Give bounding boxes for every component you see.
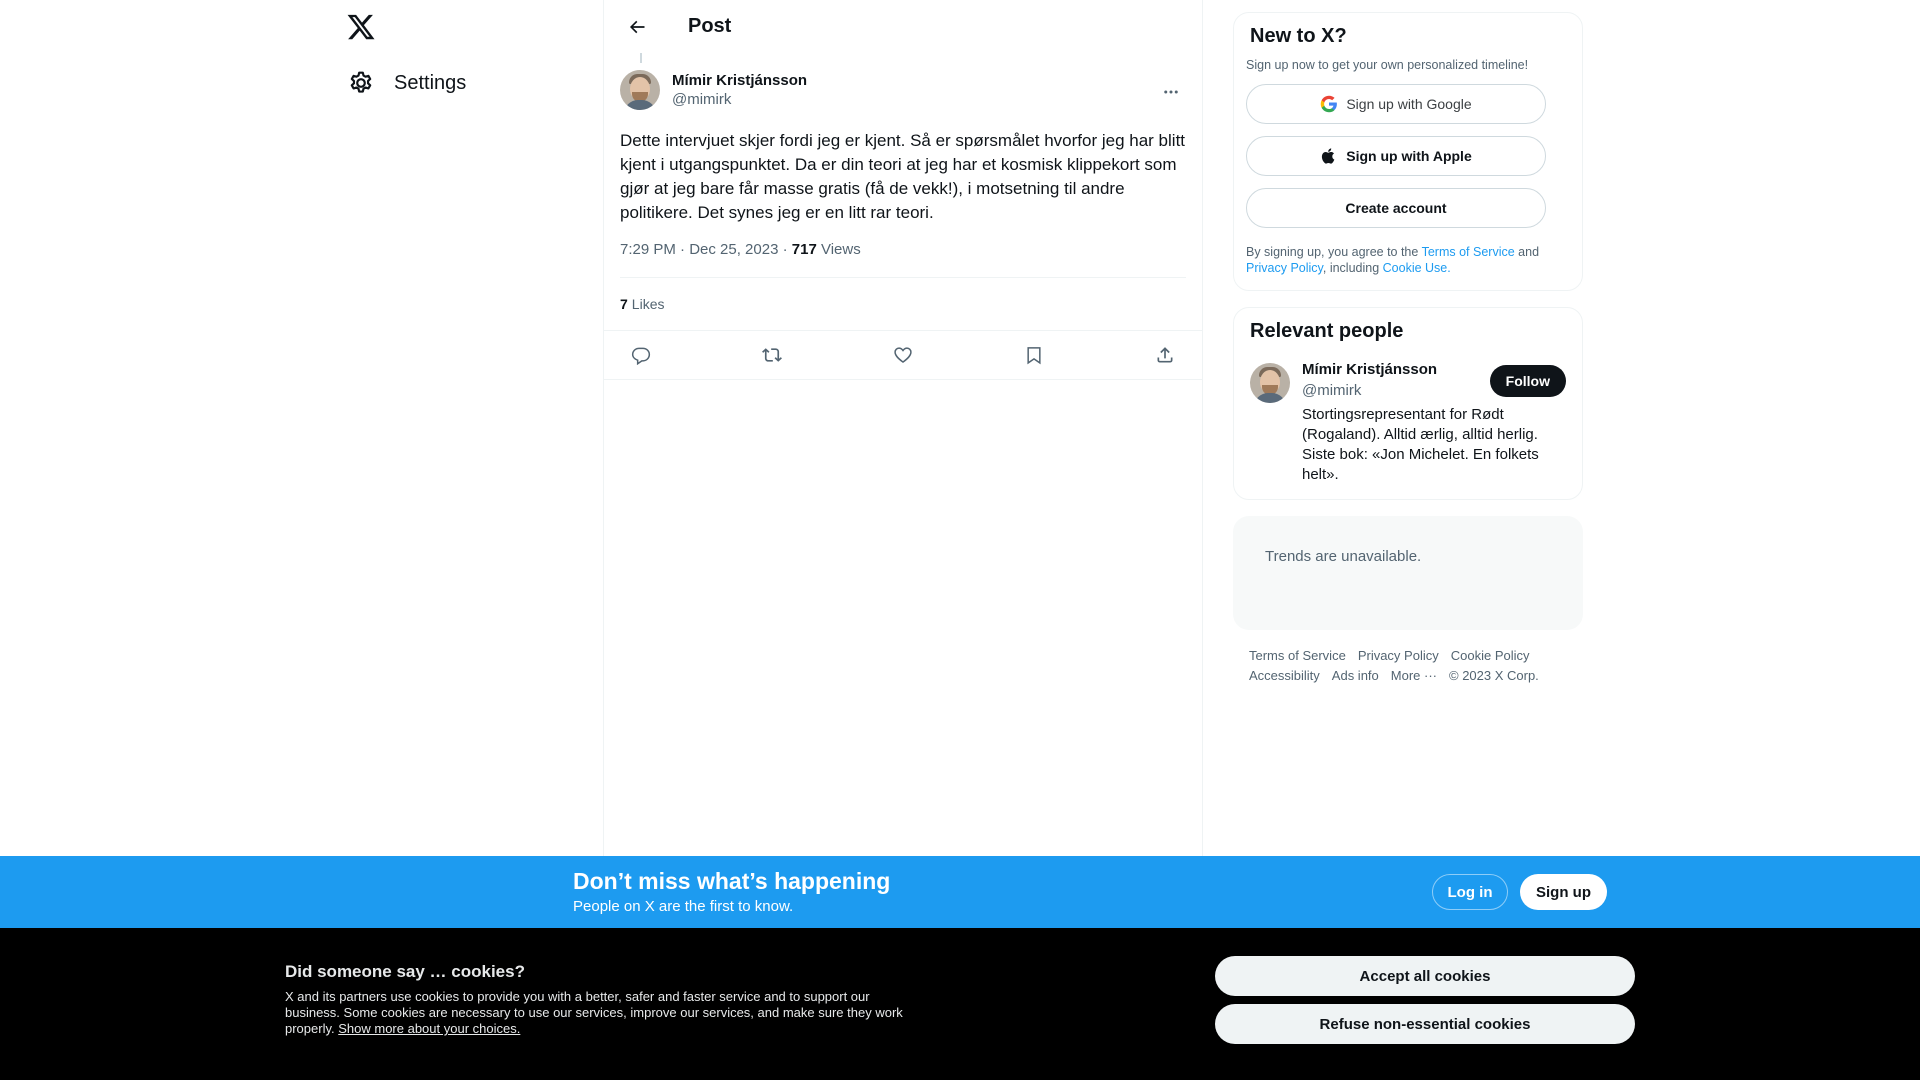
bookmark-icon (1024, 345, 1044, 365)
login-button[interactable]: Log in (1432, 874, 1508, 910)
likes-count: 7 (620, 296, 628, 312)
relevant-person[interactable] (1246, 361, 1570, 485)
banner-title: Don’t miss what’s happening (573, 868, 891, 894)
post-meta (620, 241, 1186, 261)
terms-link[interactable]: Terms of Service (1421, 245, 1515, 259)
avatar[interactable] (1250, 363, 1290, 403)
post-author (672, 72, 807, 108)
footer-ads-info-link[interactable]: Ads info (1331, 668, 1379, 683)
nav-settings-label: Settings (394, 71, 467, 94)
legal-including: , including (1322, 261, 1383, 275)
accept-cookies-button[interactable]: Accept all cookies (1215, 956, 1635, 996)
post-author-row (620, 65, 1186, 115)
google-logo-icon (1320, 95, 1338, 113)
trends-unavailable-text: Trends are unavailable. (1265, 548, 1422, 565)
avatar[interactable] (620, 70, 660, 110)
arrow-left-icon (627, 17, 647, 37)
cookie-consent-bar (0, 928, 1920, 1080)
left-navigation (330, 0, 600, 860)
repost-button[interactable] (755, 338, 789, 372)
relevant-people-card (1233, 307, 1583, 500)
share-icon (1155, 345, 1175, 365)
signup-card (1233, 12, 1583, 291)
trends-panel (1233, 516, 1583, 630)
login-banner (0, 856, 1920, 928)
person-handle[interactable]: @mimirk (1302, 382, 1362, 399)
thread-line (640, 53, 642, 63)
heart-icon (893, 345, 913, 365)
privacy-link[interactable]: Privacy Policy (1246, 261, 1323, 275)
bookmark-button[interactable] (1017, 338, 1051, 372)
signup-legal-text (1246, 244, 1570, 276)
signup-apple-button[interactable] (1246, 136, 1546, 176)
post (604, 53, 1202, 380)
footer-terms-link[interactable]: Terms of Service (1249, 648, 1346, 663)
repost-icon (762, 345, 782, 365)
likes-label: Likes (631, 296, 665, 312)
footer-privacy-link[interactable]: Privacy Policy (1357, 648, 1439, 663)
create-account-button[interactable]: Create account (1246, 188, 1546, 228)
post-timestamp[interactable]: 7:29 PM · Dec 25, 2023 · (620, 241, 792, 258)
footer-accessibility-link[interactable]: Accessibility (1249, 668, 1320, 683)
right-sidebar (1233, 12, 1583, 686)
footer-links (1233, 646, 1563, 686)
x-logo-icon[interactable] (346, 12, 376, 42)
views-label: Views (820, 241, 861, 258)
reply-button[interactable] (624, 338, 658, 372)
page-title: Post (688, 15, 732, 37)
likes-row[interactable] (620, 278, 1186, 330)
cookie-body: X and its partners use cookies to provide you with a better, safer and faster service and to support our business. Some cookies are necessary to use our services, improve our services, and make sure they work properly. (285, 989, 903, 1036)
signup-card-subtitle: Sign up now to get your own personalized timeline! (1246, 58, 1529, 72)
signup-apple-label: Sign up with Apple (1346, 148, 1472, 164)
footer-more-link[interactable]: More ··· (1390, 668, 1437, 683)
apple-logo-icon (1320, 147, 1338, 165)
follow-button[interactable]: Follow (1490, 365, 1566, 397)
post-text: Dette intervjuet skjer fordi jeg er kjent. Så er spørsmålet hvorfor jeg har blitt kjent i utgangspunktet. Da er din teori at jeg har et kosmisk klippekort som gjør at jeg bare får masse gratis (få de vekk!), i motsetning til andre politikere. Det synes jeg er en litt rar teori. (620, 131, 1186, 222)
main-header (604, 0, 1202, 53)
banner-subtitle: People on X are the first to know. (573, 898, 794, 915)
views-count: 717 (791, 241, 817, 258)
legal-prefix: By signing up, you agree to the (1246, 245, 1422, 259)
legal-and: and (1514, 245, 1540, 259)
refuse-cookies-button[interactable]: Refuse non-essential cookies (1215, 1004, 1635, 1044)
more-options-button[interactable] (1156, 77, 1186, 107)
person-name[interactable]: Mímir Kristjánsson (1302, 361, 1438, 378)
more-horizontal-icon (1162, 83, 1180, 101)
person-bio: Stortingsrepresentant for Rødt (Rogaland). Alltid ærlig, alltid herlig. Siste bok: «Jon Michelet. En folkets helt». (1302, 406, 1539, 483)
nav-settings[interactable] (348, 70, 466, 96)
main-column (603, 0, 1203, 860)
cookie-use-link[interactable]: Cookie Use. (1382, 261, 1451, 275)
cookie-choices-link[interactable]: Show more about your choices. (338, 1021, 521, 1036)
cookie-text (285, 989, 915, 1037)
signup-card-title: New to X? (1250, 25, 1347, 47)
share-button[interactable] (1148, 338, 1182, 372)
footer-copyright: © 2023 X Corp. (1449, 668, 1539, 683)
gear-icon (348, 70, 374, 96)
signup-button[interactable]: Sign up (1520, 874, 1607, 910)
back-button[interactable] (620, 10, 654, 44)
author-handle[interactable]: @mimirk (672, 91, 732, 108)
signup-google-label: Sign up with Google (1346, 96, 1472, 112)
cookie-title: Did someone say … cookies? (285, 962, 525, 981)
footer-cookie-policy-link[interactable]: Cookie Policy (1450, 648, 1530, 663)
signup-google-button[interactable] (1246, 84, 1546, 124)
like-button[interactable] (886, 338, 920, 372)
reply-icon (631, 345, 651, 365)
relevant-people-title: Relevant people (1250, 320, 1404, 342)
author-name[interactable]: Mímir Kristjánsson (672, 72, 808, 89)
post-actions (604, 330, 1202, 380)
